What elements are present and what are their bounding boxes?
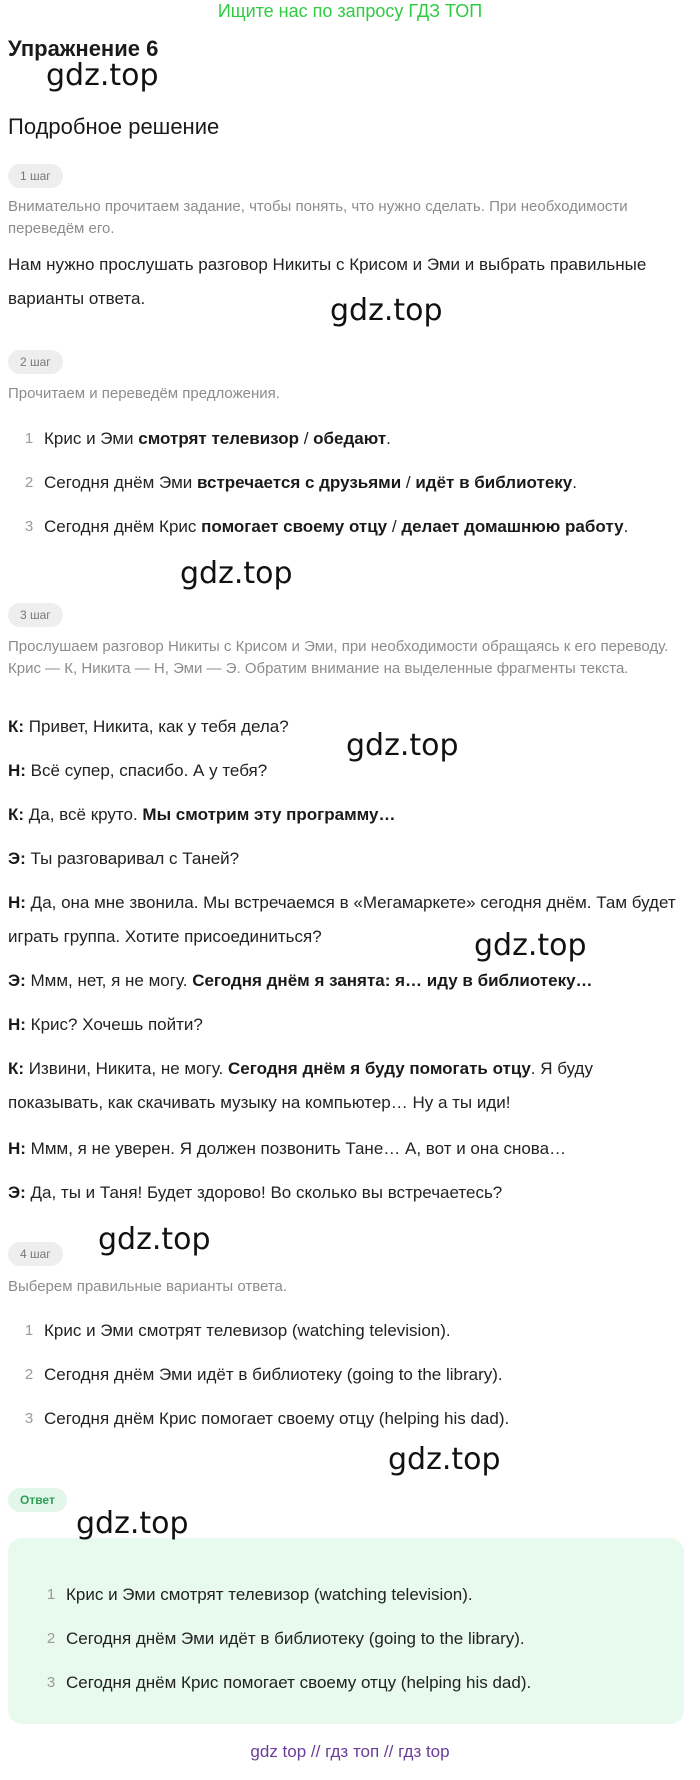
item-number: 2 <box>46 1630 56 1647</box>
item-text: Сегодня днём Крис помогает своему отцу (helping his dad). <box>44 1409 510 1428</box>
dialogue-line: Э: Ты разговаривал с Таней? <box>8 849 240 868</box>
step-1-hint: Внимательно прочитаем задание, чтобы понять, что нужно сделать. При необходимости переведём его. <box>8 198 628 237</box>
item-number: 1 <box>24 1322 34 1339</box>
dialogue-line: Э: Да, ты и Таня! Будет здорово! Во сколько вы встречаетесь? <box>8 1183 503 1202</box>
dialogue-line: К: Привет, Никита, как у тебя дела? <box>8 717 289 736</box>
item-text: Сегодня днём Крис помогает своему отцу (helping his dad). <box>66 1673 532 1692</box>
item-number: 1 <box>24 430 34 447</box>
watermark: gdz.top <box>180 556 293 591</box>
step-1-badge: 1 шаг <box>8 164 63 188</box>
item-number: 3 <box>24 518 34 535</box>
top-banner: Ищите нас по запросу ГДЗ ТОП <box>217 1 483 21</box>
step-4-badge: 4 шаг <box>8 1242 63 1266</box>
step-4-hint: Выберем правильные варианты ответа. <box>8 1278 288 1295</box>
dialogue-line: Э: Ммм, нет, я не могу. Сегодня днём я занята: я… иду в библиотеку… <box>8 971 593 990</box>
item-number: 3 <box>24 1410 34 1427</box>
footer-links[interactable]: gdz top // гдз топ // гдз top <box>250 1742 450 1761</box>
exercise-title: Упражнение 6 <box>8 36 159 61</box>
watermark: gdz.top <box>346 728 459 763</box>
watermark: gdz.top <box>330 293 443 328</box>
item-text: Крис и Эми смотрят телевизор / обедают. <box>44 429 391 448</box>
watermark: gdz.top <box>98 1222 211 1257</box>
watermark: gdz.top <box>388 1442 501 1477</box>
item-number: 1 <box>46 1586 56 1603</box>
item-number: 3 <box>46 1674 56 1691</box>
step-2-hint: Прочитаем и переведём предложения. <box>8 385 280 402</box>
item-text: Крис и Эми смотрят телевизор (watching television). <box>44 1321 451 1340</box>
watermark: gdz.top <box>474 928 587 963</box>
item-number: 2 <box>24 474 34 491</box>
dialogue-line: Н: Ммм, я не уверен. Я должен позвонить Тане… А, вот и она снова… <box>8 1139 567 1158</box>
item-text: Сегодня днём Эми идёт в библиотеку (going to the library). <box>44 1365 503 1384</box>
item-number: 2 <box>24 1366 34 1383</box>
item-text: Крис и Эми смотрят телевизор (watching television). <box>66 1585 473 1604</box>
dialogue-line: Н: Да, она мне звонила. Мы встречаемся в «Мегамаркете» сегодня днём. Там будет играть группа. Хотите присоединиться? <box>8 893 676 946</box>
step-3-hint: Прослушаем разговор Никиты с Крисом и Эми, при необходимости обращаясь к его переводу. Крис — К, Никита — Н, Эми — Э. Обратим внимание на выделенные фрагменты текста. <box>8 638 669 677</box>
dialogue-line: К: Извини, Никита, не могу. Сегодня днём я буду помогать отцу. Я буду показывать, как скачивать музыку на компьютер… Ну а ты иди! <box>8 1059 593 1112</box>
item-text: Сегодня днём Эми идёт в библиотеку (going to the library). <box>66 1629 525 1648</box>
dialogue-line: Н: Крис? Хочешь пойти? <box>8 1015 203 1034</box>
answer-badge: Ответ <box>8 1488 67 1512</box>
step-2-badge: 2 шаг <box>8 350 63 374</box>
item-text: Сегодня днём Эми встречается с друзьями / идёт в библиотеку. <box>44 473 577 492</box>
dialogue-line: Н: Всё супер, спасибо. А у тебя? <box>8 761 268 780</box>
watermark: gdz.top <box>76 1506 189 1541</box>
answer-box <box>8 1538 684 1724</box>
step-1-text: Нам нужно прослушать разговор Никиты с Крисом и Эми и выбрать правильные варианты ответа. <box>8 255 647 308</box>
step-3-badge: 3 шаг <box>8 603 63 627</box>
solution-title: Подробное решение <box>8 114 220 139</box>
dialogue-line: К: Да, всё круто. Мы смотрим эту программу… <box>8 805 396 824</box>
item-text: Сегодня днём Крис помогает своему отцу / делает домашнюю работу. <box>44 517 629 536</box>
watermark: gdz.top <box>46 58 159 93</box>
